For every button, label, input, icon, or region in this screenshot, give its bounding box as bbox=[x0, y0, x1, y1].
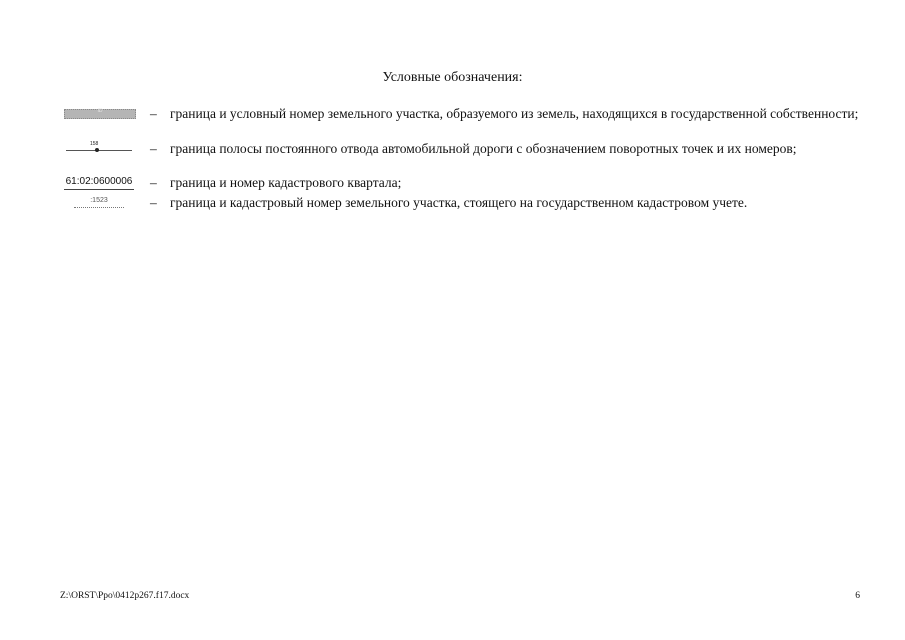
parcel-cadastral-number: :1523 bbox=[90, 197, 108, 204]
road-allotment-symbol bbox=[60, 141, 138, 157]
boundary-line-icon bbox=[66, 150, 132, 151]
legend-dash: – bbox=[150, 106, 157, 121]
turning-point-icon bbox=[95, 148, 99, 152]
legend-item-road-allotment bbox=[60, 141, 860, 175]
parcel-band-label: ID bbox=[97, 108, 103, 114]
legend-description: граница полосы постоянного отвода автомобильной дороги с обозначением поворотных точек и их номеров; bbox=[170, 141, 797, 156]
legend-item-registered-parcel bbox=[60, 195, 860, 213]
legend-dash: – bbox=[150, 195, 157, 210]
quarter-boundary-line-icon bbox=[64, 189, 134, 190]
legend-dash: – bbox=[150, 175, 157, 190]
state-land-parcel-symbol bbox=[60, 106, 138, 122]
legend-description: граница и условный номер земельного участка, образуемого из земель, находящихся в государственной собственности; bbox=[170, 106, 859, 121]
legend-description: граница и кадастровый номер земельного участка, стоящего на государственном кадастровом учете. bbox=[170, 195, 748, 210]
legend-title: Условные обозначения: bbox=[382, 70, 523, 85]
footer-page-number: 6 bbox=[855, 591, 860, 601]
cadastral-quarter-symbol bbox=[60, 175, 138, 191]
legend-description: граница и номер кадастрового квартала; bbox=[170, 175, 402, 190]
parcel-band-icon bbox=[64, 109, 136, 119]
registered-parcel-symbol bbox=[60, 195, 138, 211]
legend-item-state-land-parcel bbox=[60, 106, 860, 140]
cadastral-quarter-number: 61:02:0600006 bbox=[65, 176, 133, 187]
legend-dash: – bbox=[150, 141, 157, 156]
parcel-boundary-dotted-icon bbox=[74, 207, 124, 208]
footer-file-path: Z:\ORST\Ppo\0412p267.f17.docx bbox=[60, 591, 190, 601]
legend-item-cadastral-quarter bbox=[60, 175, 860, 193]
turning-point-number: 158 bbox=[90, 141, 99, 147]
